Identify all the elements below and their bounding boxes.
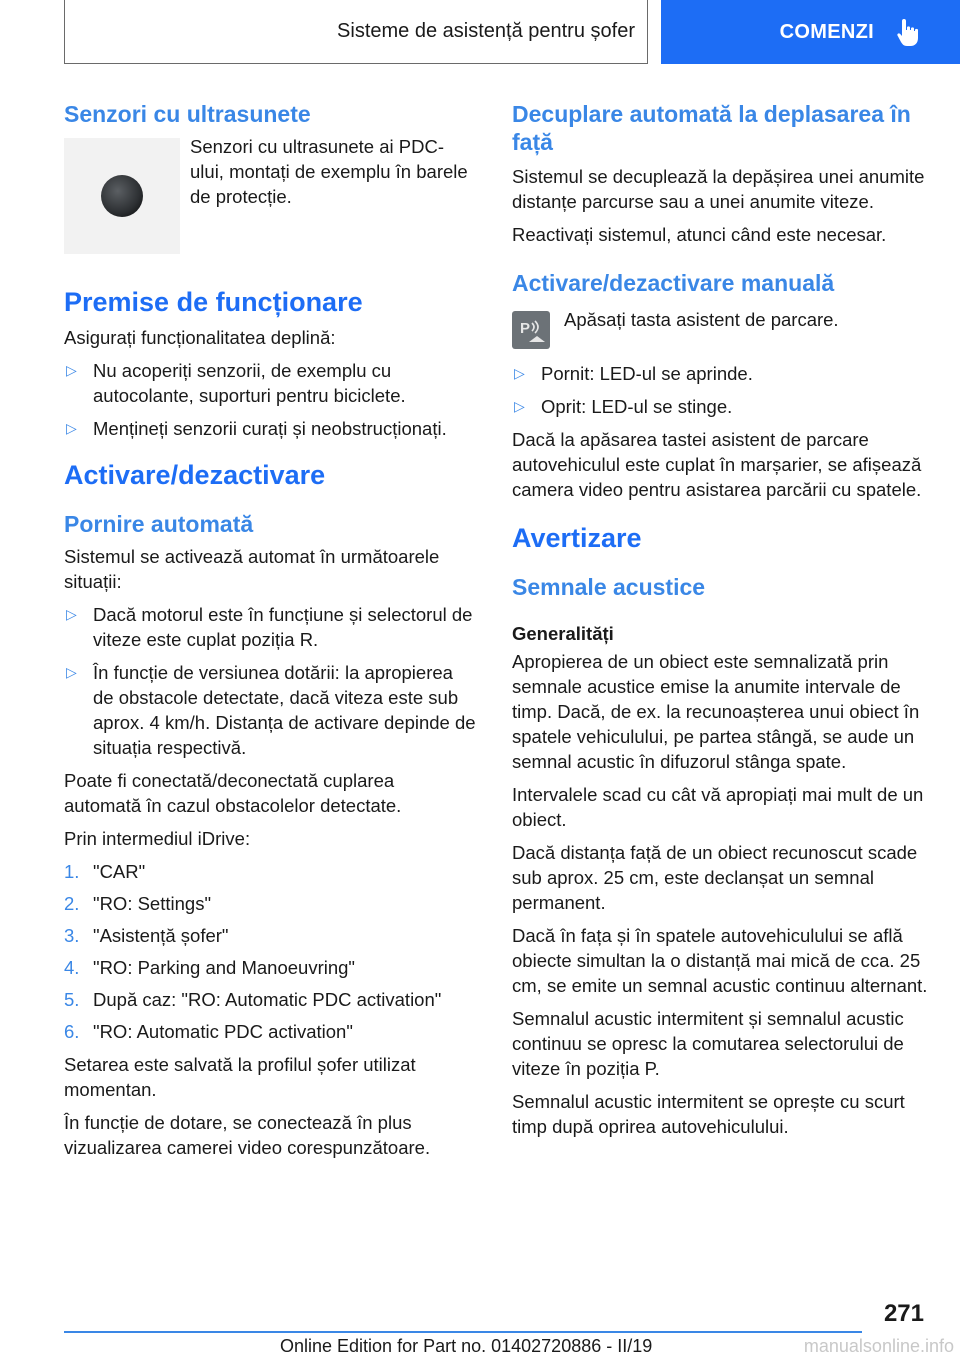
decouple-paragraph-1: Sistemul se decuplează la depășirea unei anumite distanțe parcurse sau a unei anumite viteze. [512, 166, 925, 212]
premises-intro: Asigurați funcționalitatea deplină: [64, 327, 336, 348]
ultrasound-heading: Senzori cu ultrasunete [64, 101, 311, 127]
page-number: 271 [883, 1300, 924, 1327]
triangle-bullet-icon: ▷ [514, 398, 525, 414]
ultrasound-sensor-image [64, 138, 180, 254]
activation-paragraph-2: Prin intermediul iDrive: [64, 828, 251, 849]
ultrasound-figure [64, 134, 476, 254]
premises-list [64, 358, 476, 441]
general-heading: Generalități [512, 623, 614, 644]
warning-paragraph: Semnalul acustic intermitent se oprește cu scurt timp după oprirea autovehiculului. [512, 1091, 905, 1137]
auto-start-list [64, 602, 476, 760]
warning-paragraph: Intervalele scad cu cât vă apropiați mai mult de un obiect. [512, 784, 924, 830]
list-item: 2. "RO: Settings" [64, 893, 212, 914]
parking-assist-key-icon [512, 311, 550, 349]
warning-heading: Avertizare [512, 523, 642, 553]
activation-heading: Activare/dezactivare [64, 460, 326, 490]
ultrasound-caption: Senzori cu ultrasunete ai PDC-ului, montați de exemplu în barele de protecție. [190, 136, 468, 207]
list-item: ▷ Oprit: LED-ul se stinge. [514, 396, 733, 417]
header-section-title [64, 0, 648, 64]
hand-pointer-icon [896, 17, 920, 47]
decouple-heading: Decuplare automată la deplasarea în față [512, 101, 911, 155]
activation-paragraph-1: Poate fi conectată/deconectată cuplarea automată în cazul obstacolelor detectate. [64, 770, 402, 816]
triangle-bullet-icon: ▷ [66, 362, 77, 378]
warning-paragraph: Dacă în fața și în spatele autovehiculului se află obiecte simultan la o distanță mai mică de cca. 25 cm, se emite un semnal acustic continuu alternant. [512, 925, 928, 996]
right-column [512, 100, 928, 1147]
acoustic-signals-heading: Semnale acustice [512, 574, 706, 600]
footer-divider [64, 1331, 862, 1333]
manual-paragraph-1: Dacă la apăsarea tastei asistent de parcare autovehiculul este cuplat în marșarier, se afișează camera video pentru asistarea parcării cu spatele. [512, 429, 922, 500]
manual-heading: Activare/dezactivare manuală [512, 270, 835, 296]
activation-paragraph-3: Setarea este salvată la profilul șofer utilizat momentan. [64, 1054, 416, 1100]
triangle-bullet-icon: ▷ [66, 420, 77, 436]
header-tab-comenzi[interactable] [661, 0, 960, 64]
triangle-bullet-icon: ▷ [514, 365, 525, 381]
warning-paragraph: Dacă distanța față de un obiect recunoscut scade sub aprox. 25 cm, este declanșat un semnal permanent. [512, 842, 918, 913]
list-item: 1. "CAR" [64, 861, 146, 882]
sensor-icon [97, 171, 147, 221]
triangle-bullet-icon: ▷ [66, 606, 77, 622]
list-item: ▷ În funcție de versiunea dotării: la apropierea de obstacole detectate, dacă viteza este sub aprox. 4 km/h. Distanța de activare depinde de situația respectivă. [66, 662, 476, 758]
triangle-bullet-icon: ▷ [66, 664, 77, 680]
list-item: 3. "Asistență șofer" [64, 925, 229, 946]
auto-start-heading: Pornire automată [64, 511, 254, 537]
list-item: 5. După caz: "RO: Automatic PDC activation" [64, 989, 442, 1010]
manual-key-text: Apăsați tasta asistent de parcare. [564, 309, 839, 330]
auto-start-intro: Sistemul se activează automat în următoarele situații: [64, 546, 440, 592]
list-item: ▷ Mențineți senzorii curați și neobstrucționați. [66, 418, 447, 439]
list-item: ▷ Dacă motorul este în funcțiune și selectorul de viteze este cuplat poziția R. [66, 604, 473, 650]
svg-text:P: P [520, 320, 531, 337]
header-section-title-text: Sisteme de asistență pentru șofer [337, 20, 635, 42]
manual-list [512, 361, 928, 419]
premises-heading: Premise de funcționare [64, 287, 363, 317]
idrive-steps [64, 859, 476, 1044]
header-tab-label: COMENZI [779, 20, 874, 43]
list-item: ▷ Nu acoperiți senzorii, de exemplu cu autocolante, suporturi pentru biciclete. [66, 360, 406, 406]
footer-edition: Online Edition for Part no. 01402720886 - II/19 [280, 1336, 653, 1356]
list-item: ▷ Pornit: LED-ul se aprinde. [514, 363, 753, 384]
footer-watermark: manualsonline.info [803, 1336, 954, 1356]
pdc-key-row [512, 307, 928, 349]
warning-paragraph: Apropierea de un obiect este semnalizată prin semnale acustice emise la anumite intervale de timp. Dacă, de ex. la recunoașterea unui obiect în spatele vehiculului, pe partea stângă, se aude un semnal acustic în difuzorul stânga spate. [512, 651, 920, 772]
decouple-paragraph-2: Reactivați sistemul, atunci când este necesar. [512, 224, 887, 245]
left-column [64, 100, 476, 1168]
list-item: 4. "RO: Parking and Manoeuvring" [64, 957, 355, 978]
activation-paragraph-4: În funcție de dotare, se conectează în plus vizualizarea camerei video corespunzătoare. [64, 1112, 431, 1158]
list-item: 6. "RO: Automatic PDC activation" [64, 1021, 353, 1042]
warning-paragraph: Semnalul acustic intermitent și semnalul acustic continuu se opresc la comutarea selectorului de viteze în poziția P. [512, 1008, 904, 1079]
